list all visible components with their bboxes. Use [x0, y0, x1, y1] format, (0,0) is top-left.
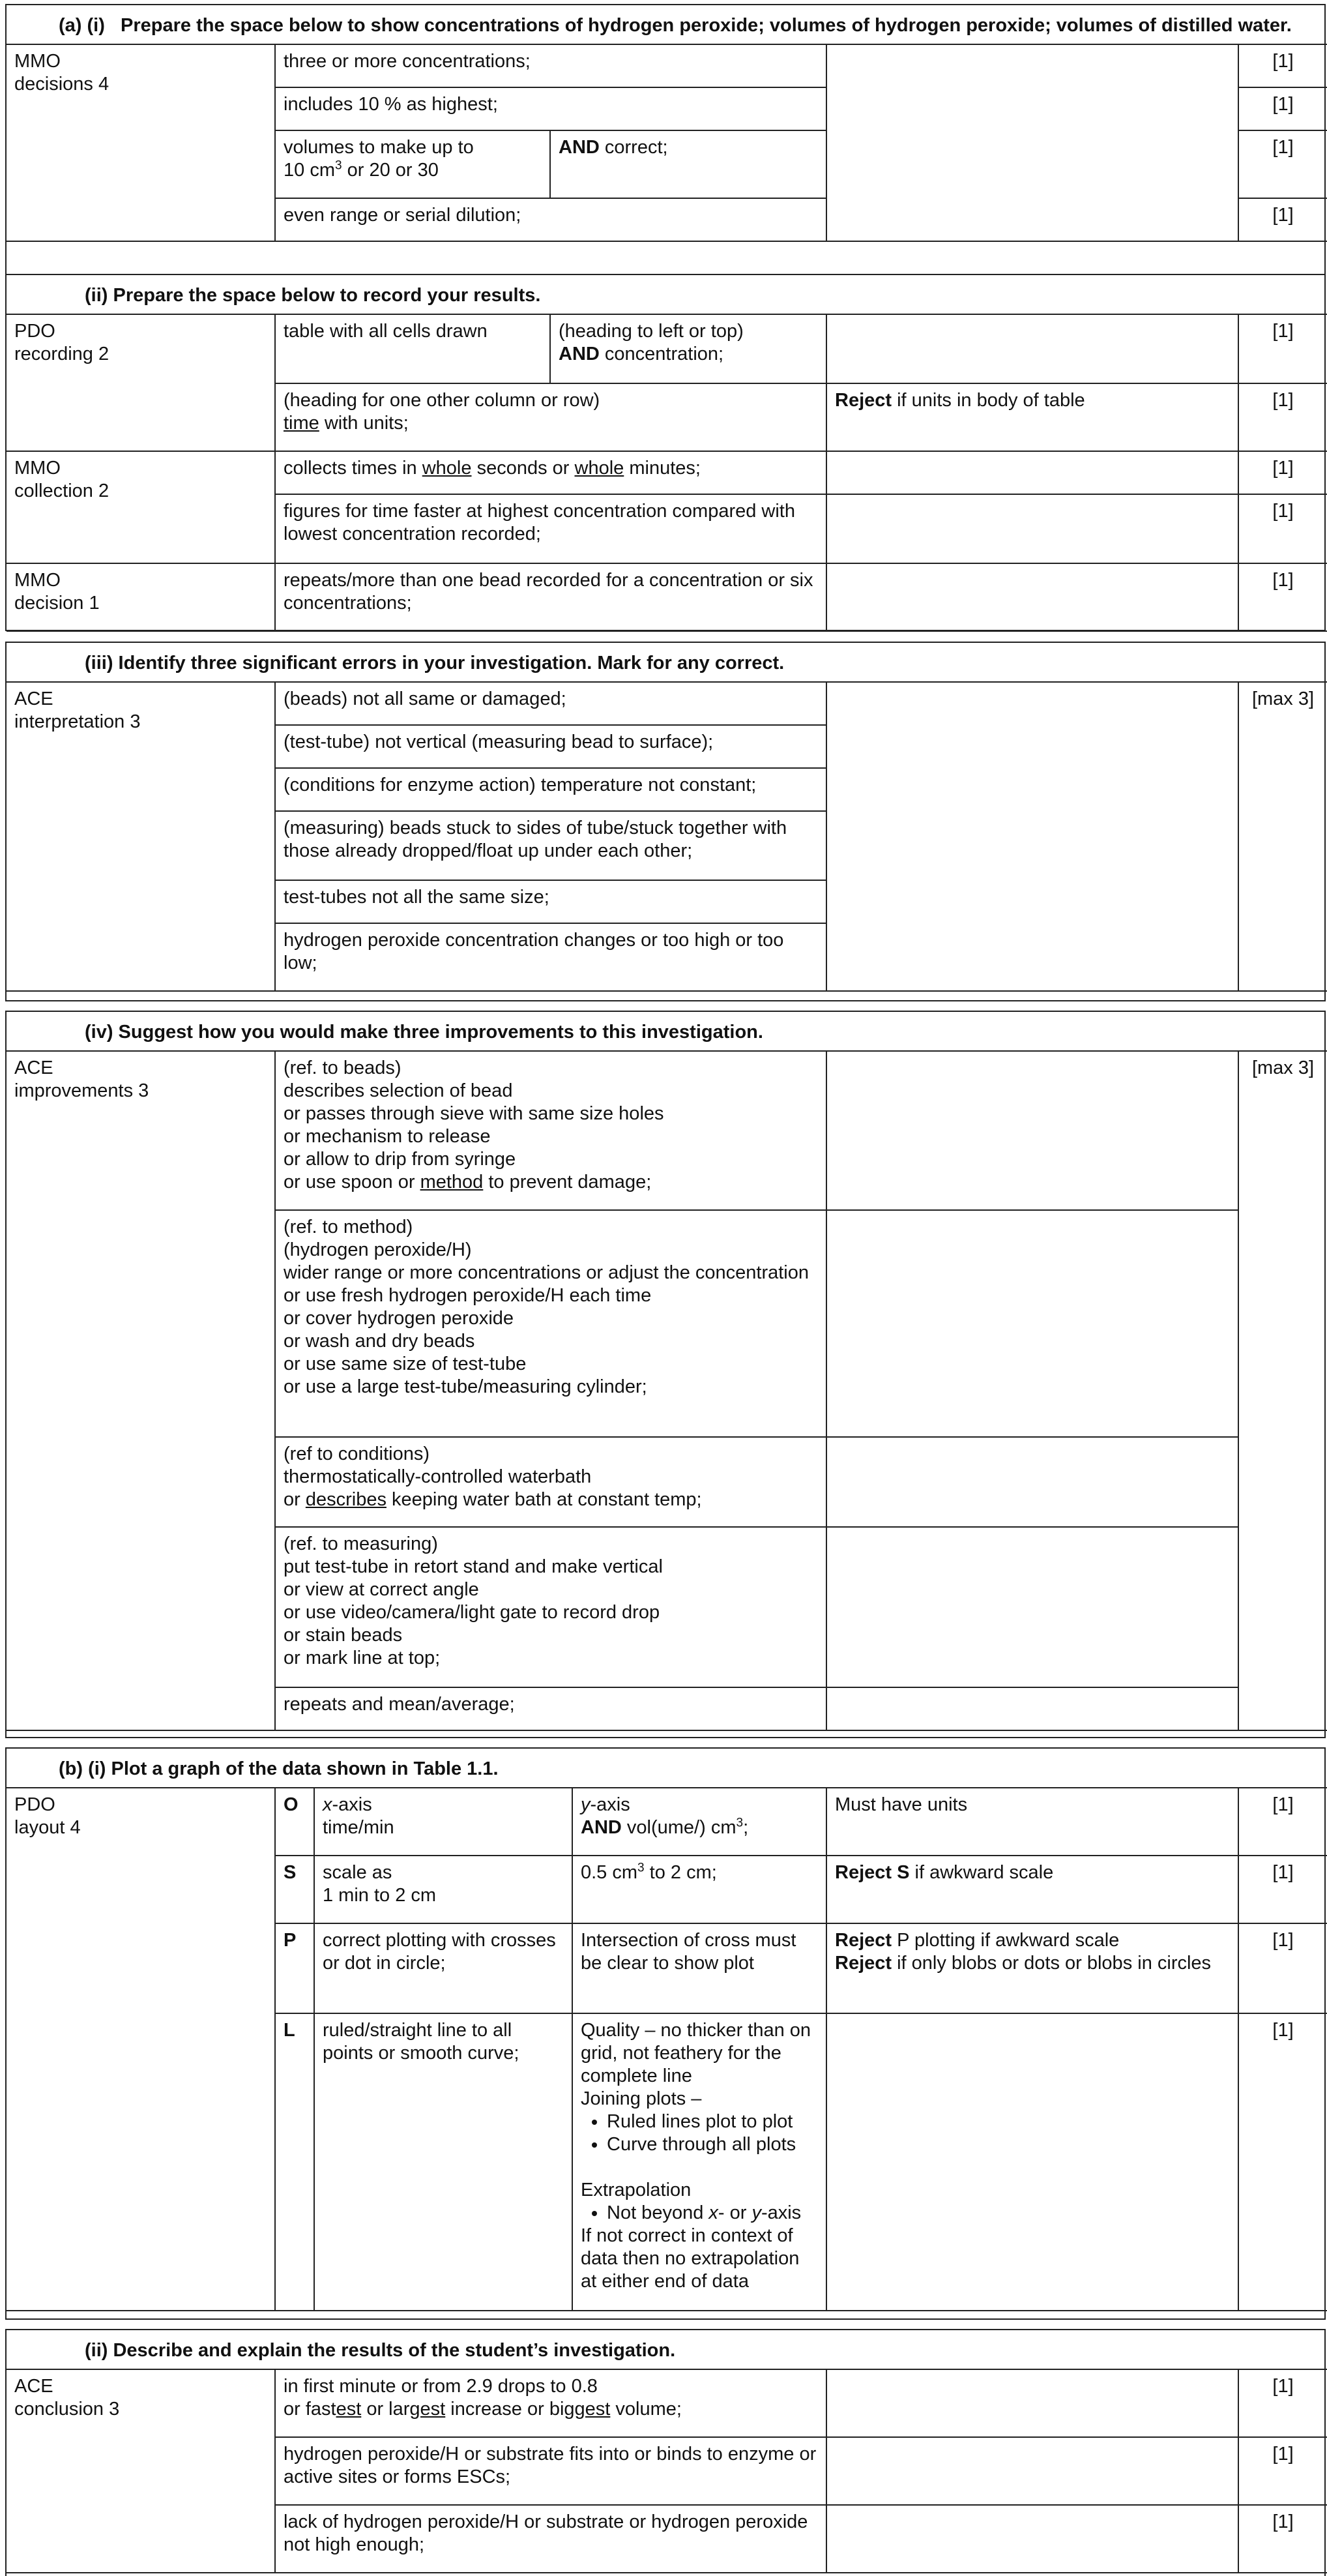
- mark: [1]: [1238, 314, 1327, 383]
- criterion: three or more concentrations;: [275, 44, 826, 87]
- section-a-iii-table: [7, 643, 1327, 992]
- skill-cell: MMO decision 1: [7, 563, 275, 631]
- guidance-cell: [826, 1437, 1238, 1527]
- mark: [1]: [1238, 2369, 1327, 2437]
- section-b-ii-heading: (ii) Describe and explain the results of the student’s investigation.: [7, 2330, 1327, 2369]
- criterion-letter: P: [275, 1923, 314, 2013]
- criterion: (heading for one other column or row) time with units;: [275, 383, 826, 451]
- mark: [1]: [1238, 130, 1327, 198]
- criterion-quality: Quality – no thicker than on grid, not feathery for the complete line Joining plots – • Ruled lines plot to plot • Curve through all plots Extrapolation • Not beyond x- or y-axis If not correct in context of data then no extrapolation at either end of data: [572, 2013, 826, 2311]
- skill-cell: ACE interpretation 3: [7, 682, 275, 991]
- guidance-cell: [826, 314, 1238, 383]
- guidance-cell: [826, 494, 1238, 563]
- criterion: (heading to left or top) AND concentration;: [550, 314, 826, 383]
- criterion: hydrogen peroxide concentration changes or too high or too low;: [275, 923, 826, 991]
- guidance-cell: Reject S if awkward scale: [826, 1856, 1238, 1923]
- section-a-iv: [5, 1011, 1326, 1738]
- criterion: (beads) not all same or damaged;: [275, 682, 826, 725]
- criterion: in first minute or from 2.9 drops to 0.8 or fastest or largest increase or biggest volume;: [275, 2369, 826, 2437]
- section-b-ii-table: [7, 2330, 1327, 2573]
- criterion-letter: S: [275, 1856, 314, 1923]
- mark: [1]: [1238, 44, 1327, 87]
- mark: [1]: [1238, 563, 1327, 631]
- skill-cell: PDO layout 4: [7, 1788, 275, 2311]
- mark: [1]: [1238, 2505, 1327, 2573]
- improvement-method: (ref. to method) (hydrogen peroxide/H) wider range or more concentrations or adjust the concentration or use fresh hydrogen peroxide/H each time or cover hydrogen peroxide or wash and dry beads or use same size of test-tube or use a large test-tube/measuring cylinder;: [275, 1210, 826, 1437]
- mark: [1]: [1238, 2437, 1327, 2505]
- improvement-beads: (ref. to beads) describes selection of bead or passes through sieve with same size holes or mechanism to release or allow to drip from syringe or use spoon or method to prevent damage;: [275, 1051, 826, 1210]
- improvement-conditions: (ref to conditions) thermostatically-controlled waterbath or describes keeping water bath at constant temp;: [275, 1437, 826, 1527]
- guidance-cell: [826, 2505, 1238, 2573]
- criterion: figures for time faster at highest concentration compared with lowest concentration recorded;: [275, 494, 826, 563]
- section-a-iii-heading: (iii) Identify three significant errors in your investigation. Mark for any correct.: [7, 643, 1327, 682]
- skill-cell: MMO collection 2: [7, 451, 275, 563]
- criterion: scale as 1 min to 2 cm: [314, 1856, 572, 1923]
- mark: [max 3]: [1238, 682, 1327, 991]
- mark: [max 3]: [1238, 1051, 1327, 1730]
- guidance-cell: Must have units: [826, 1788, 1238, 1856]
- mark: [1]: [1238, 87, 1327, 130]
- improvement-measuring: (ref. to measuring) put test-tube in retort stand and make vertical or view at correct angle or use video/camera/light gate to record drop or stain beads or mark line at top;: [275, 1527, 826, 1687]
- criterion: collects times in whole seconds or whole minutes;: [275, 451, 826, 494]
- mark: [1]: [1238, 494, 1327, 563]
- section-a-i: [5, 4, 1326, 275]
- section-a-ii: [5, 274, 1326, 631]
- section-b-i-table: [7, 1749, 1327, 2311]
- criterion: hydrogen peroxide/H or substrate fits into or binds to enzyme or active sites or forms ESCs;: [275, 2437, 826, 2505]
- mark: [1]: [1238, 2013, 1327, 2311]
- guidance-cell: [826, 2013, 1238, 2311]
- skill-cell: ACE conclusion 3: [7, 2369, 275, 2573]
- criterion: even range or serial dilution;: [275, 198, 826, 241]
- guidance-cell: [826, 2369, 1238, 2437]
- criterion: volumes to make up to 10 $cm^3$ or 20 or 30: [275, 130, 550, 198]
- criterion: table with all cells drawn: [275, 314, 550, 383]
- criterion: includes 10 % as highest;: [275, 87, 826, 130]
- skill-cell: PDO recording 2: [7, 314, 275, 451]
- criterion: x-axis time/min: [314, 1788, 572, 1856]
- section-b-ii: [5, 2329, 1326, 2576]
- criterion: ruled/straight line to all points or smooth curve;: [314, 2013, 572, 2311]
- criterion-and: AND correct;: [550, 130, 826, 198]
- criterion: 0.5 $cm^3$ to 2 cm;: [572, 1856, 826, 1923]
- guidance-cell: [826, 451, 1238, 494]
- criterion: y-axis AND vol(ume/) $cm^3$;: [572, 1788, 826, 1856]
- criterion: (measuring) beads stuck to sides of tube/stuck together with those already dropped/float up under each other;: [275, 811, 826, 880]
- guidance-cell: [826, 2437, 1238, 2505]
- guidance-cell: [826, 1687, 1238, 1730]
- mark: [1]: [1238, 1788, 1327, 1856]
- guidance-cell: [826, 1527, 1238, 1687]
- criterion: Intersection of cross must be clear to show plot: [572, 1923, 826, 2013]
- guidance-cell: [826, 563, 1238, 631]
- section-a-iv-table: [7, 1012, 1327, 1731]
- section-a-i-table: [7, 5, 1327, 242]
- skill-cell: ACE improvements 3: [7, 1051, 275, 1730]
- criterion: test-tubes not all the same size;: [275, 880, 826, 923]
- mark: [1]: [1238, 198, 1327, 241]
- guidance-cell: [826, 1210, 1238, 1437]
- guidance-cell: [826, 1051, 1238, 1210]
- criterion-letter: L: [275, 2013, 314, 2311]
- skill-cell: MMO decisions 4: [7, 44, 275, 241]
- section-b-i-heading: (b) (i) Plot a graph of the data shown in Table 1.1.: [7, 1749, 1327, 1788]
- section-a-iii: [5, 642, 1326, 1001]
- mark: [1]: [1238, 1923, 1327, 2013]
- mark: [1]: [1238, 1856, 1327, 1923]
- mark: [1]: [1238, 451, 1327, 494]
- criterion: lack of hydrogen peroxide/H or substrate or hydrogen peroxide not high enough;: [275, 2505, 826, 2573]
- section-a-i-heading: (a) (i) Prepare the space below to show concentrations of hydrogen peroxide; volumes of hydrogen peroxide; volumes of distilled water.: [7, 5, 1327, 44]
- section-a-ii-table: [7, 275, 1327, 632]
- criterion: repeats/more than one bead recorded for a concentration or six concentrations;: [275, 563, 826, 631]
- guidance-cell: Reject if units in body of table: [826, 383, 1238, 451]
- criterion: correct plotting with crosses or dot in circle;: [314, 1923, 572, 2013]
- improvement-repeats: repeats and mean/average;: [275, 1687, 826, 1730]
- mark: [1]: [1238, 383, 1327, 451]
- criterion: (conditions for enzyme action) temperature not constant;: [275, 768, 826, 811]
- guidance-cell: Reject P plotting if awkward scale Reject if only blobs or dots or blobs in circles: [826, 1923, 1238, 2013]
- section-a-iv-heading: (iv) Suggest how you would make three improvements to this investigation.: [7, 1012, 1327, 1051]
- guidance-cell: [826, 682, 1238, 991]
- section-b-i: [5, 1747, 1326, 2320]
- criterion-letter: O: [275, 1788, 314, 1856]
- criterion: (test-tube) not vertical (measuring bead to surface);: [275, 725, 826, 768]
- guidance-cell: [826, 44, 1238, 241]
- section-a-ii-heading: (ii) Prepare the space below to record your results.: [7, 275, 1327, 314]
